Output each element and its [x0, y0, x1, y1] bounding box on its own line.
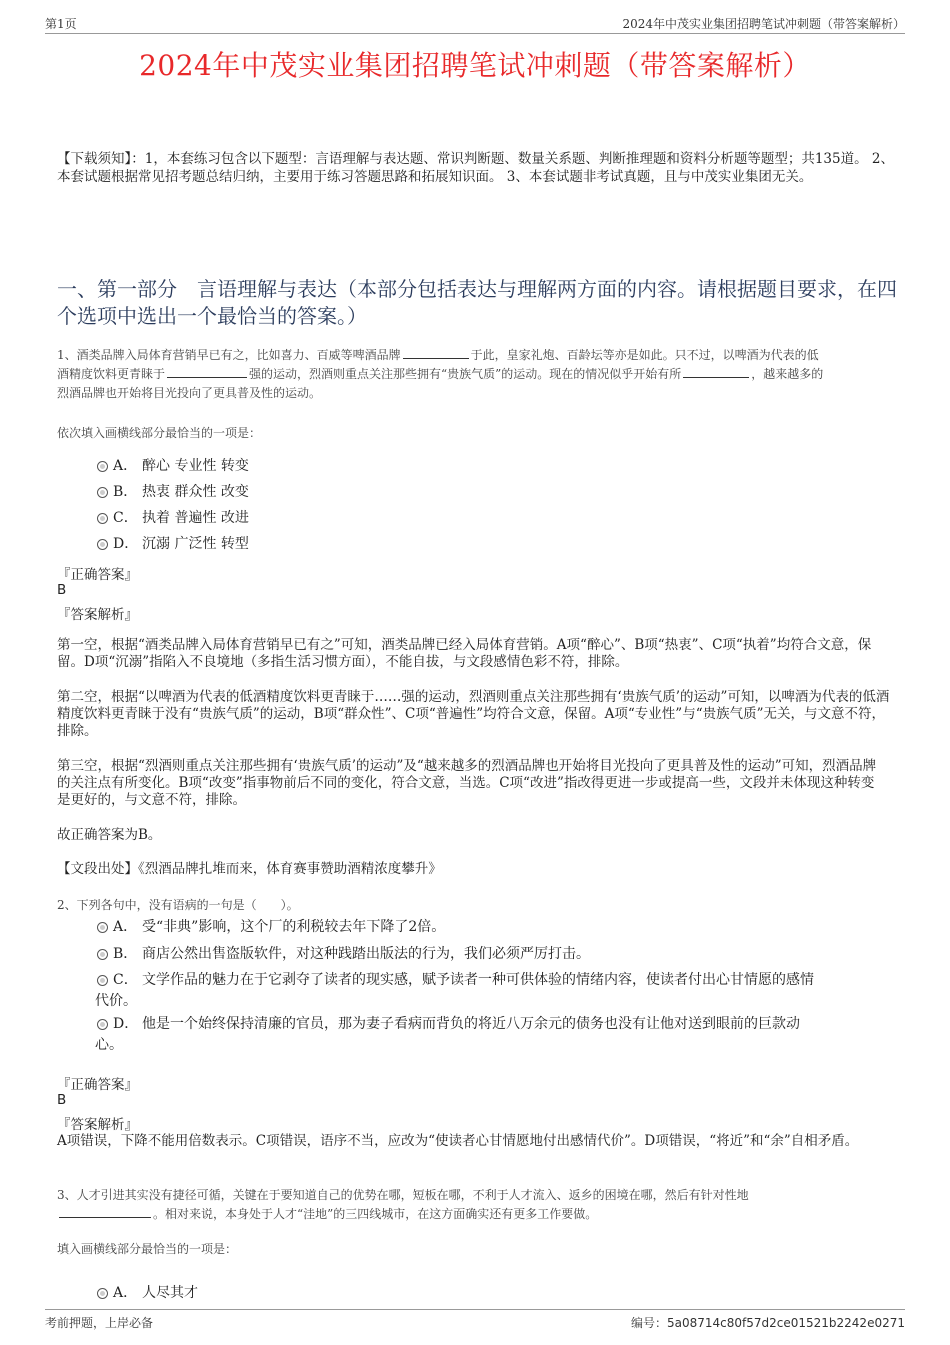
radio-icon[interactable] — [97, 513, 108, 524]
header-divider — [45, 33, 905, 34]
q1-option-c[interactable]: C． 执着 普遍性 改进 — [97, 509, 397, 529]
q1-analysis-label: 『答案解析』 — [57, 607, 138, 623]
page-number: 第1页 — [45, 17, 77, 31]
question-3-stem — [57, 1186, 907, 1224]
radio-icon[interactable] — [97, 1288, 108, 1299]
document-title: 2024年中茂实业集团招聘笔试冲刺题（带答案解析） — [139, 49, 811, 82]
download-notice: 【下载须知】：1，本套练习包含以下题型：言语理解与表达题、常识判断题、数量关系题、判断推理题和资料分析题等题型；共135道。 2、本套试题根据常见招考题总结归纳，主要用于练习答题思路和拓展知识面。 3、本套试题非考试真题，且与中茂实业集团无关。 — [57, 151, 894, 185]
fill-blank-2 — [167, 367, 247, 378]
question-1-stem-line-3: 烈酒品牌也开始将目光投向了更具普及性的运动。 — [57, 386, 322, 400]
question-3-stem-line-2: 。相对来说，本身处于人才“洼地”的三四线城市，在这方面确实还有更多工作要做。 — [57, 1205, 907, 1224]
running-title: 2024年中茂实业集团招聘笔试冲刺题（带答案解析） — [622, 17, 905, 31]
q2-option-b[interactable]: B． 商店公然出售盗版软件，对这种践踏出版法的行为，我们必须严厉打击。 — [97, 945, 887, 965]
question-1-stem-line-2: 酒精度饮料更青睐于 强的运动，烈酒则重点关注那些拥有“贵族气质”的运动。现在的情况似乎开始有所 ，越来越多的 — [57, 367, 824, 381]
q2-answer: B — [57, 1092, 67, 1108]
document-code: 编号：5a08714c80f57d2ce01521b2242e0271 — [630, 1316, 905, 1330]
fill-blank-1 — [403, 348, 469, 359]
q1-conclusion: 故正确答案为B。 — [57, 827, 162, 843]
radio-icon[interactable] — [97, 975, 108, 986]
fill-blank-3 — [683, 367, 749, 378]
q2-analysis-label: 『答案解析』 — [57, 1117, 138, 1133]
q1-option-b[interactable]: B． 热衷 群众性 改变 — [97, 483, 397, 503]
footer-slogan: 考前押题，上岸必备 — [45, 1316, 154, 1330]
q2-option-d[interactable]: D． 他是一个始终保持清廉的官员，那为妻子看病而背负的将近八万余元的债务也没有让他对送到眼前的巨款动 心。 — [95, 1016, 800, 1053]
q2-analysis: A项错误，下降不能用倍数表示。C项错误，语序不当，应改为“使读者心甘情愿地付出感情代价”。D项错误，“将近”和“余”自相矛盾。 — [57, 1133, 859, 1149]
q1-option-a[interactable]: A． 醉心 专业性 转变 — [97, 457, 397, 477]
q1-answer: B — [57, 582, 67, 598]
question-3-stem-line-1: 3、人才引进其实没有捷径可循，关键在于要知道自己的优势在哪，短板在哪，不利于人才流入、返乡的困境在哪，然后有针对性地 — [57, 1188, 749, 1202]
radio-icon[interactable] — [97, 949, 108, 960]
q3-option-a[interactable]: A． 人尽其才 — [97, 1284, 397, 1304]
q2-option-a[interactable]: A． 受“非典”影响，这个厂的利税较去年下降了2倍。 — [97, 918, 887, 938]
question-1-stem-line-1: 1、酒类品牌入局体育营销早已有之，比如喜力、百威等啤酒品牌 于此，皇家礼炮、百龄坛等亦是如此。只不过，以啤酒为代表的低 — [57, 348, 819, 362]
radio-icon[interactable] — [97, 487, 108, 498]
q2-answer-label: 『正确答案』 — [57, 1077, 138, 1093]
footer-divider — [45, 1309, 905, 1310]
question-1-instruction: 依次填入画横线部分最恰当的一项是： — [57, 426, 262, 440]
question-1-stem — [57, 346, 907, 403]
q1-option-d[interactable]: D． 沉溺 广泛性 转型 — [97, 535, 397, 555]
q2-option-c[interactable]: C． 文学作品的魅力在于它剥夺了读者的现实感，赋予读者一种可供体验的情绪内容，使读者付出心甘情愿的感情 代价。 — [95, 972, 814, 1009]
q1-analysis-paragraph-3: 第三空，根据“烈酒则重点关注那些拥有‘贵族气质’的运动”及“越来越多的烈酒品牌也开始将目光投向了更具普及性的运动”可知，烈酒品牌的关注点有所变化。B项“改变”指事物前后不同的变化，符合文意，当选。C项“改进”指改得更进一步或提高一些，文段并未体现这种转变是更好的，与文意不符，排除。 — [57, 758, 877, 808]
q1-analysis-paragraph-2: 第二空，根据“以啤酒为代表的低酒精度饮料更青睐于……强的运动，烈酒则重点关注那些拥有‘贵族气质’的运动”可知，以啤酒为代表的低酒精度饮料更青睐于没有“贵族气质”的运动，B项“群众性”、C项“普遍性”均符合文意，保留。A项“专业性”与“贵族气质”无关，与文意不符，排除。 — [57, 689, 890, 739]
fill-blank — [59, 1207, 151, 1218]
q1-answer-label: 『正确答案』 — [57, 567, 138, 583]
radio-icon[interactable] — [97, 922, 108, 933]
radio-icon[interactable] — [97, 1019, 108, 1030]
q1-analysis-paragraph-1: 第一空，根据“酒类品牌入局体育营销早已有之”可知，酒类品牌已经入局体育营销。A项“醉心”、B项“热衷”、C项“执着”均符合文意，保留。D项“沉溺”指陷入不良境地（多指生活习惯方面），不能自拔，与文段感情色彩不符，排除。 — [57, 637, 872, 670]
question-3-instruction: 填入画横线部分最恰当的一项是： — [57, 1242, 238, 1256]
section-heading: 一、第一部分 言语理解与表达（本部分包括表达与理解两方面的内容。请根据题目要求，在四个选项中选出一个最恰当的答案。） — [57, 277, 897, 328]
question-2-stem: 2、下列各句中，没有语病的一句是（ ）。 — [57, 898, 299, 912]
radio-icon[interactable] — [97, 461, 108, 472]
radio-icon[interactable] — [97, 539, 108, 550]
q1-source: 【文段出处】《烈酒品牌扎堆而来，体育赛事赞助酒精浓度攀升》 — [57, 861, 442, 877]
